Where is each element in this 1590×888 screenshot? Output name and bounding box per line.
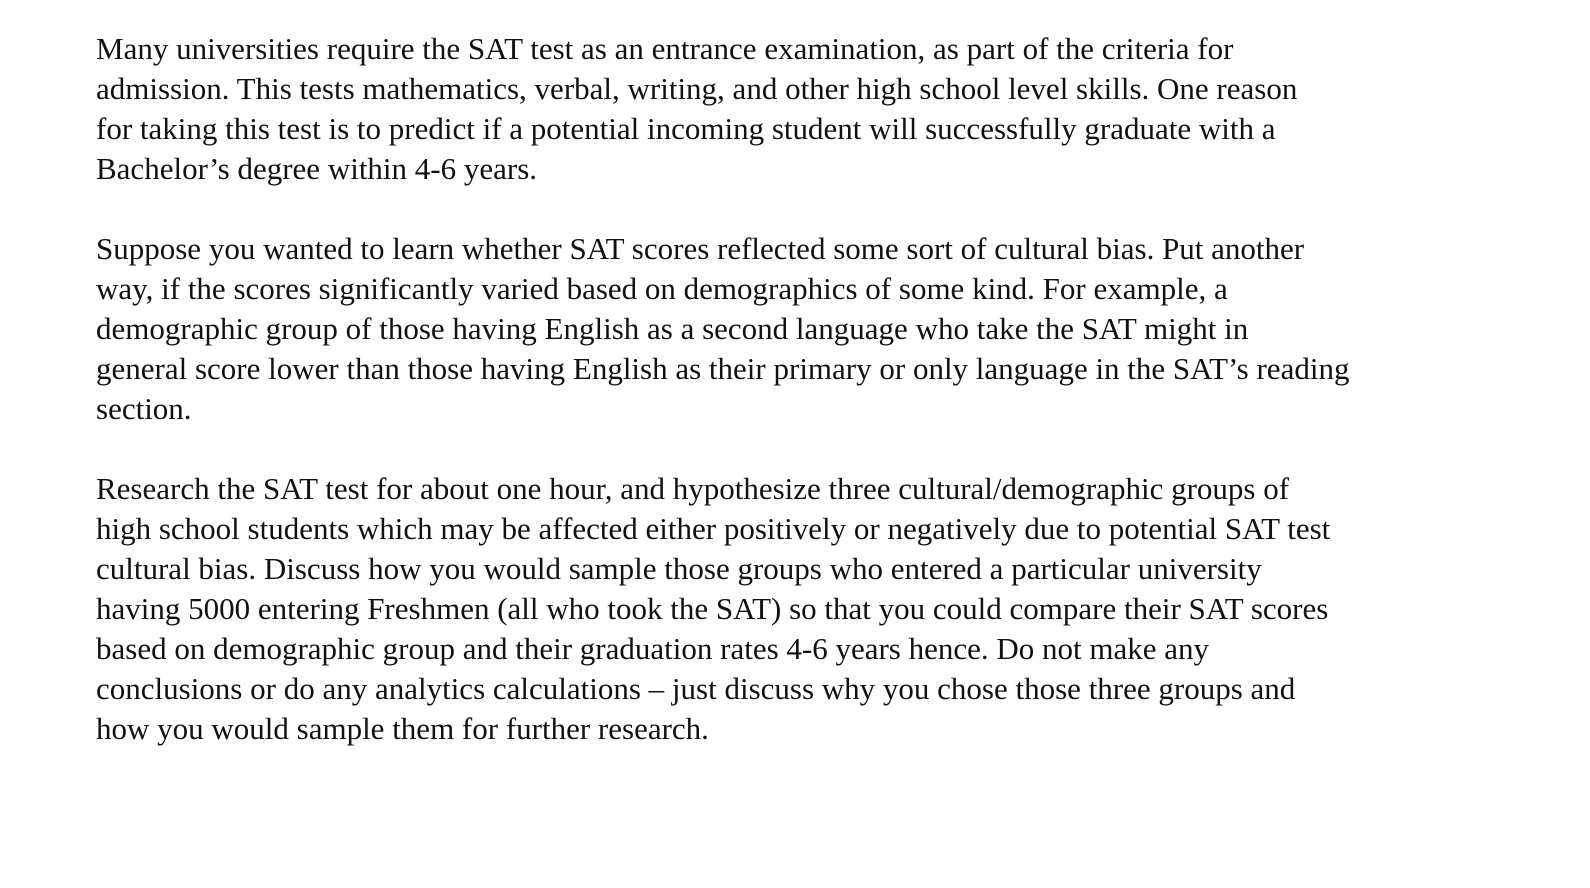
text-line: for taking this test is to predict if a potential incoming student will successfully graduate with a (96, 111, 1276, 146)
text-line: Suppose you wanted to learn whether SAT scores reflected some sort of cultural bias. Put another (96, 231, 1305, 266)
text-line: general score lower than those having English as their primary or only language in the SAT’s reading (96, 351, 1350, 386)
text-line: based on demographic group and their graduation rates 4-6 years hence. Do not make any (96, 631, 1210, 666)
text-line: admission. This tests mathematics, verbal, writing, and other high school level skills. One reason (96, 71, 1298, 106)
text-line: Research the SAT test for about one hour, and hypothesize three cultural/demographic groups of (96, 471, 1290, 506)
assignment-document (96, 29, 1516, 749)
text-line: Bachelor’s degree within 4-6 years. (96, 151, 538, 186)
paragraph-research-task (96, 469, 1516, 749)
text-line: demographic group of those having English as a second language who take the SAT might in (96, 311, 1249, 346)
text-line: conclusions or do any analytics calculations – just discuss why you chose those three groups and (96, 671, 1296, 706)
text-line: how you would sample them for further research. (96, 711, 709, 746)
text-line: Many universities require the SAT test as an entrance examination, as part of the criteria for (96, 31, 1234, 66)
text-line: way, if the scores significantly varied based on demographics of some kind. For example, a (96, 271, 1228, 306)
paragraph-sat-intro (96, 29, 1516, 189)
text-line: section. (96, 391, 192, 426)
text-line: having 5000 entering Freshmen (all who took the SAT) so that you could compare their SAT scores (96, 591, 1329, 626)
text-line: cultural bias. Discuss how you would sample those groups who entered a particular university (96, 551, 1262, 586)
paragraph-cultural-bias (96, 229, 1516, 429)
text-line: high school students which may be affected either positively or negatively due to potential SAT test (96, 511, 1331, 546)
